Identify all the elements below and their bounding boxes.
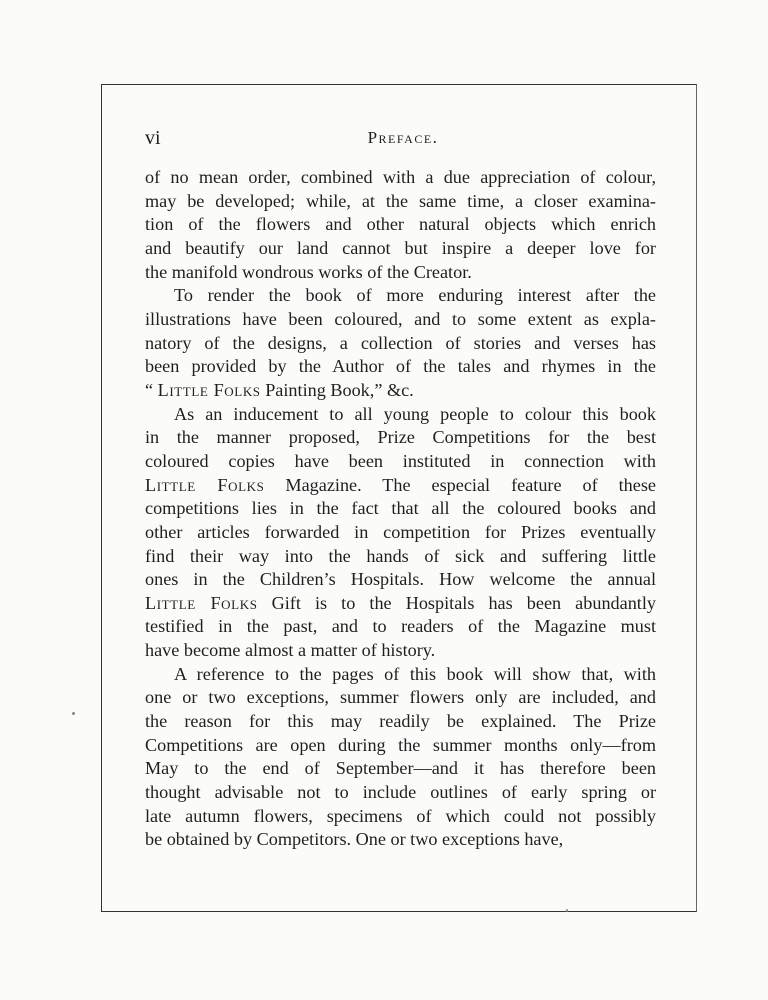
small-caps-title: Little Folks: [145, 592, 258, 613]
paragraph: [145, 166, 656, 284]
page-number: vi: [145, 127, 161, 149]
text-line: in the manner proposed, Prize Competitions for the best: [145, 427, 656, 448]
text-line: ones in the Children’s Hospitals. How welcome the annual: [145, 569, 656, 590]
text-line: competitions lies in the fact that all the coloured books and: [145, 498, 656, 519]
text-line: May to the end of September—and it has therefore been: [145, 758, 656, 779]
running-head: [145, 127, 655, 155]
text-line: Little Folks Magazine. The especial feature of these: [145, 474, 656, 495]
paragraph: [145, 403, 656, 663]
text-line: be obtained by Competitors. One or two exceptions have,: [145, 829, 564, 850]
text-line: thought advisable not to include outlines of early spring or: [145, 782, 656, 803]
text-line: A reference to the pages of this book will show that, with: [174, 663, 656, 684]
text-line: late autumn flowers, specimens of which could not possibly: [145, 805, 656, 826]
text-line: testified in the past, and to readers of the Magazine must: [145, 616, 656, 637]
text-line: other articles forwarded in competition for Prizes eventually: [145, 521, 656, 542]
text-line: As an inducement to all young people to colour this book: [174, 403, 656, 424]
text-line: may be developed; while, at the same time, a closer examina-: [145, 190, 656, 211]
text-line: the manifold wondrous works of the Creator.: [145, 261, 472, 282]
text-line: Competitions are open during the summer months only—from: [145, 734, 656, 755]
text-line: natory of the designs, a collection of stories and verses has: [145, 332, 656, 353]
body-text: [145, 166, 656, 852]
paper-speck: [72, 712, 75, 715]
text-line: been provided by the Author of the tales and rhymes in the: [145, 356, 656, 377]
text-line: Little Folks Gift is to the Hospitals has been abundantly: [145, 592, 656, 613]
small-caps-title: Little Folks: [157, 379, 261, 400]
small-caps-title: Little Folks: [145, 474, 265, 495]
text-line: the reason for this may readily be explained. The Prize: [145, 711, 656, 732]
text-line: To render the book of more enduring interest after the: [174, 285, 656, 306]
text-line: one or two exceptions, summer flowers only are included, and: [145, 687, 656, 708]
text-line: have become almost a matter of history.: [145, 640, 436, 661]
paragraph: [145, 663, 656, 852]
text-line: and beautify our land cannot but inspire a deeper love for: [145, 237, 656, 258]
text-line: illustrations have been coloured, and to some extent as expla-: [145, 308, 656, 329]
text-line: tion of the flowers and other natural objects which enrich: [145, 214, 656, 235]
running-title: Preface.: [367, 128, 439, 147]
paper-speck: [566, 909, 568, 912]
text-line: find their way into the hands of sick and suffering little: [145, 545, 656, 566]
paragraph: [145, 284, 656, 402]
text-line: coloured copies have been instituted in connection with: [145, 450, 656, 471]
text-line: “ Little Folks Painting Book,” &c.: [145, 379, 414, 400]
text-line: of no mean order, combined with a due appreciation of colour,: [145, 167, 656, 187]
